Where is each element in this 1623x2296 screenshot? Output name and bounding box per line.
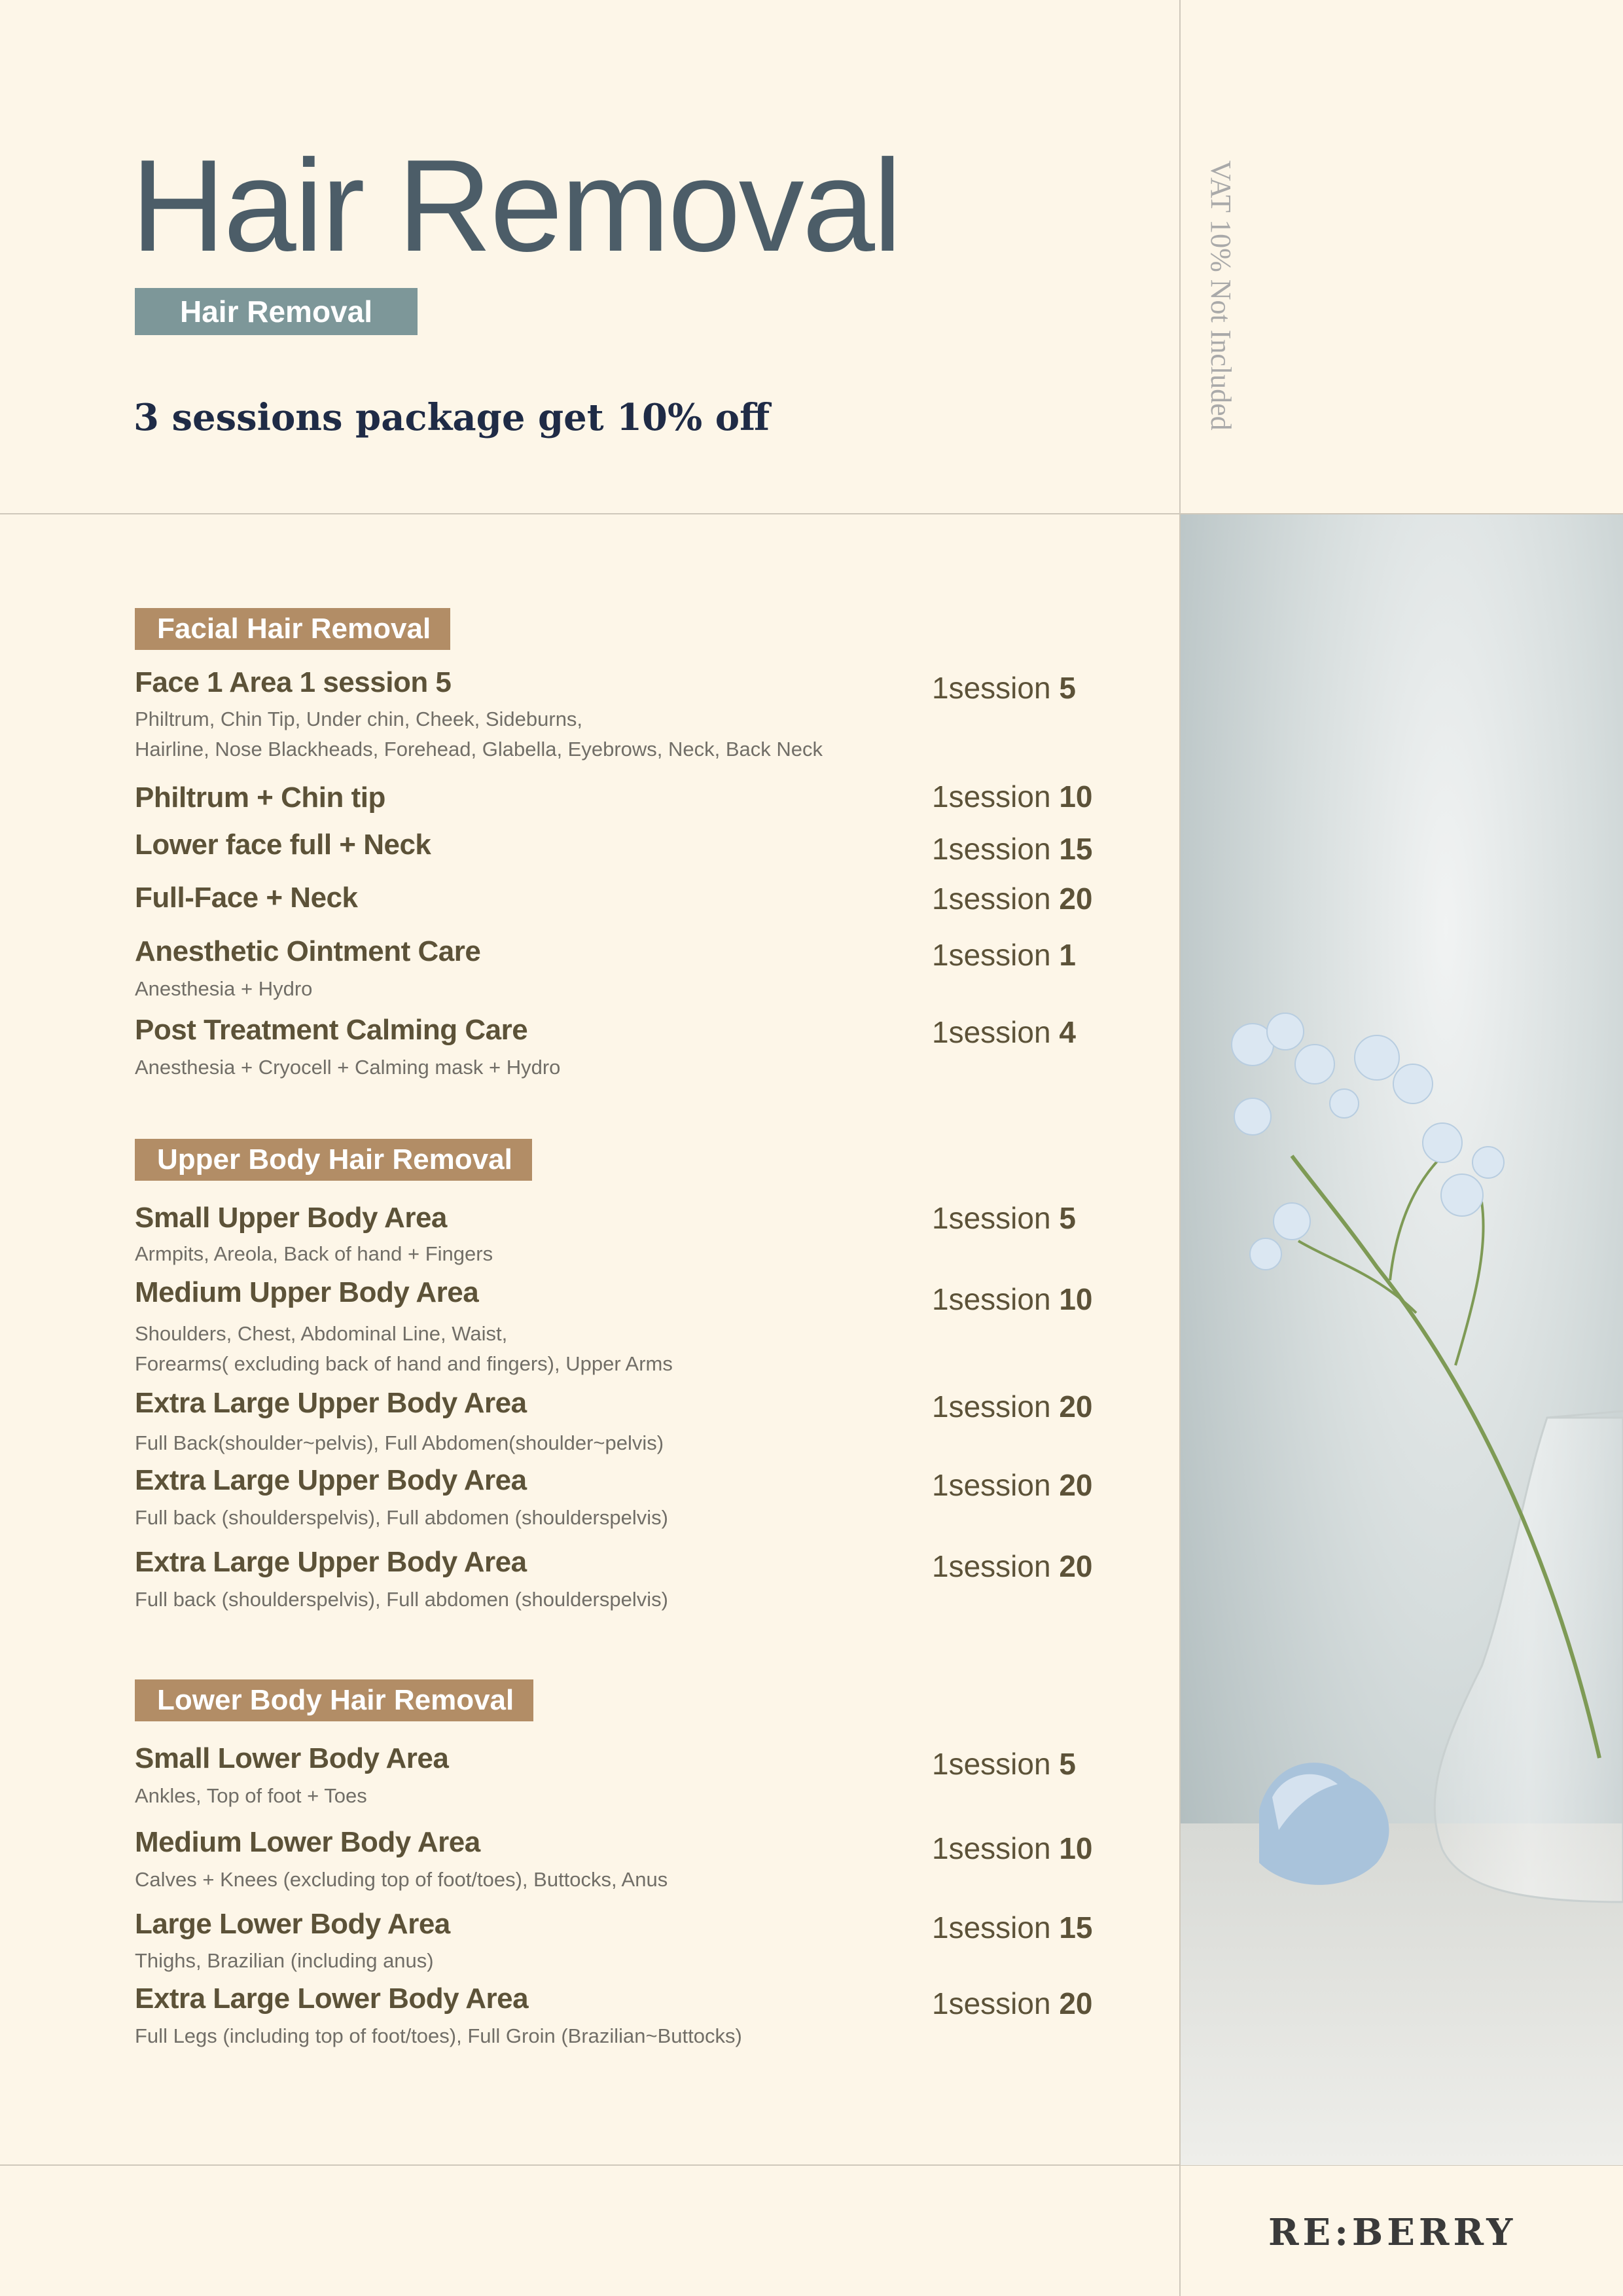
- service-description: Anesthesia + Hydro: [135, 977, 313, 1000]
- vat-note: VAT 10% Not Included: [1205, 160, 1237, 431]
- section-tag-upper-body: Upper Body Hair Removal: [135, 1139, 532, 1181]
- service-price: 1session 15: [932, 1910, 1093, 1945]
- service-price: 1session 10: [932, 1831, 1093, 1865]
- service-price: 1session 1: [932, 938, 1076, 972]
- section-tag-lower-body: Lower Body Hair Removal: [135, 1679, 533, 1721]
- service-name: Anesthetic Ointment Care: [135, 935, 481, 967]
- service-price: 1session 20: [932, 882, 1093, 916]
- service-name: Small Upper Body Area: [135, 1202, 447, 1234]
- service-name: Face 1 Area 1 session 5: [135, 666, 452, 698]
- service-price: 1session 20: [932, 1468, 1093, 1502]
- service-price: 1session 5: [932, 1747, 1076, 1781]
- service-name: Extra Large Upper Body Area: [135, 1387, 527, 1419]
- service-price: 1session 20: [932, 1390, 1093, 1424]
- service-price: 1session 10: [932, 1282, 1093, 1316]
- service-description: Full Legs (including top of foot/toes), Full Groin (Brazilian~Buttocks): [135, 2024, 742, 2047]
- service-name: Full-Face + Neck: [135, 882, 358, 914]
- service-description: Philtrum, Chin Tip, Under chin, Cheek, Sideburns, Hairline, Nose Blackheads, Forehead, Glabella, Eyebrows, Neck, Back Neck: [135, 708, 823, 761]
- service-name: Philtrum + Chin tip: [135, 781, 385, 814]
- service-description: Full back (shoulderspelvis), Full abdomen (shoulderspelvis): [135, 1506, 668, 1529]
- service-description: Thighs, Brazilian (including anus): [135, 1949, 434, 1972]
- service-description: Armpits, Areola, Back of hand + Fingers: [135, 1242, 493, 1265]
- service-name: Lower face full + Neck: [135, 829, 431, 861]
- service-price: 1session 20: [932, 1986, 1093, 2020]
- service-price: 1session 5: [932, 1201, 1076, 1235]
- flower-vase-illustration: [1181, 514, 1623, 2165]
- service-name: Extra Large Upper Body Area: [135, 1464, 527, 1496]
- service-name: Medium Lower Body Area: [135, 1826, 480, 1858]
- service-name: Small Lower Body Area: [135, 1742, 449, 1774]
- brand-logo: RE:BERRY: [1268, 2211, 1517, 2254]
- service-description: Shoulders, Chest, Abdominal Line, Waist, Forearms( excluding back of hand and fingers), Upper Arms: [135, 1322, 673, 1375]
- service-price: 1session 20: [932, 1549, 1093, 1583]
- service-description: Full Back(shoulder~pelvis), Full Abdomen(shoulder~pelvis): [135, 1431, 664, 1454]
- service-name: Extra Large Lower Body Area: [135, 1982, 529, 2015]
- service-price: 1session 5: [932, 671, 1076, 705]
- service-name: Post Treatment Calming Care: [135, 1014, 528, 1046]
- promo-text: 3 sessions package get 10% off: [134, 396, 770, 439]
- service-description: Full back (shoulderspelvis), Full abdomen (shoulderspelvis): [135, 1588, 668, 1611]
- service-name: Extra Large Upper Body Area: [135, 1546, 527, 1578]
- service-price: 1session 10: [932, 780, 1093, 814]
- page-title: Hair Removal: [131, 133, 901, 279]
- service-description: Calves + Knees (excluding top of foot/toes), Buttocks, Anus: [135, 1868, 668, 1891]
- flower-vase-photo: [1181, 514, 1623, 2165]
- service-name: Large Lower Body Area: [135, 1908, 450, 1940]
- service-description: Anesthesia + Cryocell + Calming mask + Hydro: [135, 1056, 561, 1079]
- service-price: 1session 4: [932, 1015, 1076, 1049]
- title-tag: Hair Removal: [135, 288, 418, 335]
- service-description: Ankles, Top of foot + Toes: [135, 1784, 367, 1807]
- service-name: Medium Upper Body Area: [135, 1276, 479, 1308]
- service-price: 1session 15: [932, 832, 1093, 866]
- section-tag-facial: Facial Hair Removal: [135, 608, 450, 650]
